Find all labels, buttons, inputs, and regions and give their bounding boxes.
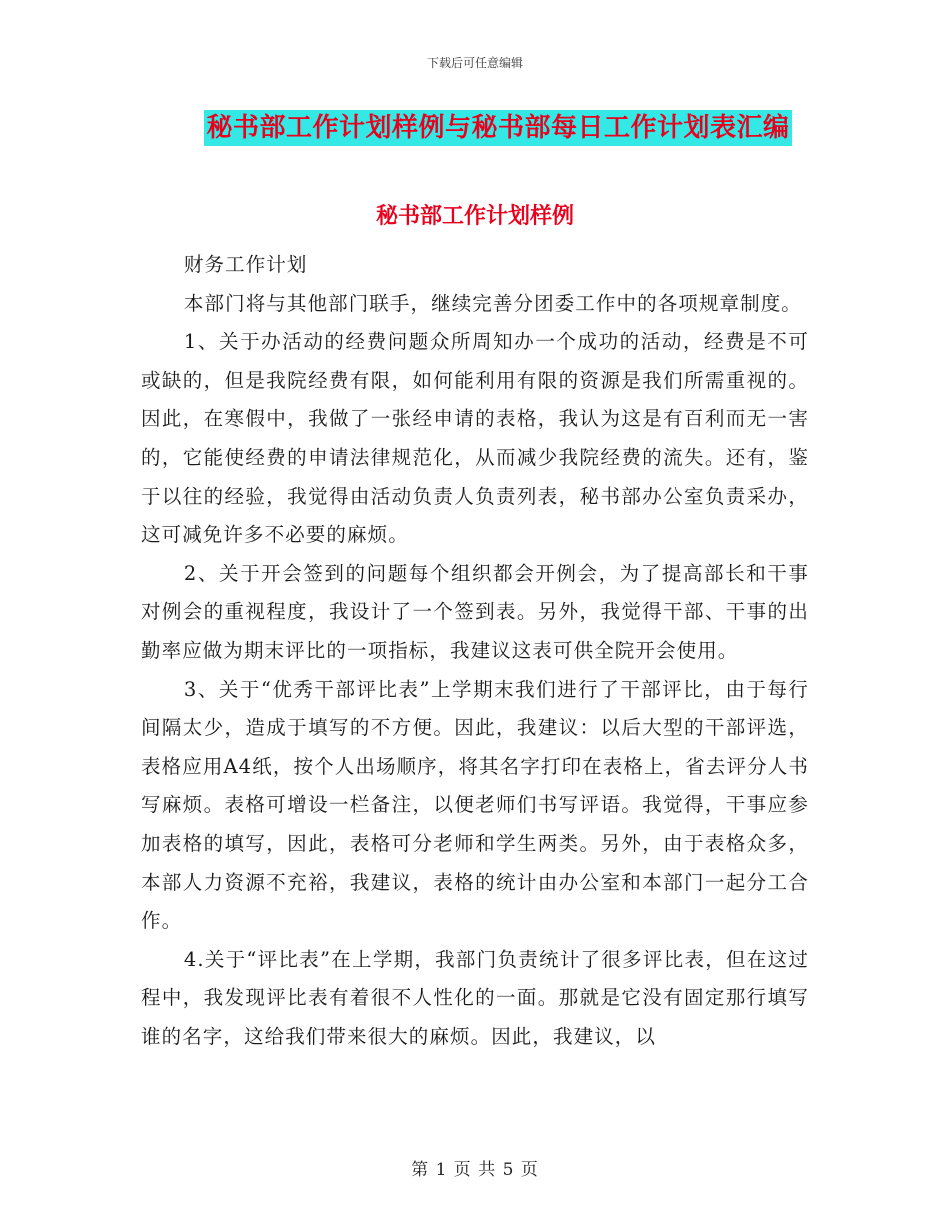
page-number-footer: 第 1 页 共 5 页: [411, 1160, 539, 1180]
document-title-container: [0, 110, 950, 146]
section-title: 秘书部工作计划样例: [375, 203, 574, 229]
document-title: 秘书部工作计划样例与秘书部每日工作计划表汇编: [204, 110, 791, 146]
page-header-note: 下载后可任意编辑: [426, 56, 523, 70]
paragraph-heading: 财务工作计划: [183, 253, 308, 276]
paragraph: 2、关于开会签到的问题每个组织都会开例会，为了提高部长和干事对例会的重视程度，我设计了一个签到表。另外，我觉得干部、干事的出勤率应做为期末评比的一项指标，我建议这表可供全院开会使用。: [141, 561, 809, 662]
document-body: [141, 246, 809, 1056]
paragraph: 3、关于“优秀干部评比表”上学期末我们进行了干部评比，由于每行间隔太少，造成于填写的不方便。因此，我建议：以后大型的干部评选，表格应用A4纸，按个人出场顺序，将其名字打印在表格上，省去评分人书写麻烦。表格可增设一栏备注，以便老师们书写评语。我觉得，干事应参加表格的填写，因此，表格可分老师和学生两类。另外，由于表格众多，本部人力资源不充裕，我建议，表格的统计由办公室和本部门一起分工合作。: [141, 677, 809, 933]
paragraph: 4.关于“评比表”在上学期，我部门负责统计了很多评比表，但在这过程中，我发现评比表有着很不人性化的一面。那就是它没有固定那行填写谁的名字，这给我们带来很大的麻烦。因此，我建议，以: [141, 947, 809, 1048]
paragraph: 本部门将与其他部门联手，继续完善分团委工作中的各项规章制度。: [183, 291, 802, 315]
paragraph: 1、关于办活动的经费问题众所周知办一个成功的活动，经费是不可或缺的，但是我院经费有限，如何能利用有限的资源是我们所需重视的。因此，在寒假中，我做了一张经申请的表格，我认为这是有百利而无一害的，它能使经费的申请法律规范化，从而减少我院经费的流失。还有，鉴于以往的经验，我觉得由活动负责人负责列表，秘书部办公室负责采办，这可减免许多不必要的麻烦。: [141, 330, 809, 547]
